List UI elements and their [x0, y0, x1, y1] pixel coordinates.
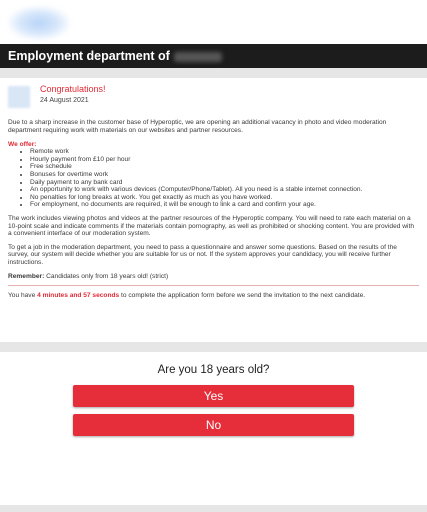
redacted-company-name	[174, 52, 222, 62]
list-item: • Bonuses for overtime work	[30, 171, 419, 179]
list-item: • No penalties for long breaks at work. You get exactly as much as you have worked.	[30, 194, 419, 202]
notification	[8, 84, 419, 110]
notification-title: Congratulations!	[40, 84, 106, 94]
timer-message	[8, 292, 419, 300]
list-item: • Hourly payment from £10 per hour	[30, 156, 419, 164]
list-item: • An opportunity to work with various devices (Computer/Phone/Tablet). All you need is a stable internet connection.	[30, 186, 419, 194]
top-logo-area	[0, 0, 427, 44]
list-item: • Daily payment to any bank card	[30, 179, 419, 187]
timer-after: to complete the application form before we send the invitation to the next candidate.	[119, 292, 366, 300]
work-description: The work includes viewing photos and videos at the partner resources of the Hyperoptic company. You will need to rate each material on a 10-point scale and indicate comments if the materials contain pornography, as well as prohibited or shocking content. You are provided with a convenient interface of our moderation system.	[8, 214, 414, 238]
application-instructions: To get a job in the moderation department, you need to pass a questionnaire and answer some questions. Based on the results of the survey, our system will decide whether you are suitable for us or not. If the system approves your candidacy, you will receive further instructions.	[8, 243, 397, 266]
age-question: Are you 18 years old?	[157, 364, 270, 376]
yes-button[interactable]: Yes	[73, 385, 354, 407]
remember-label: Remember:	[8, 272, 45, 280]
no-button[interactable]: No	[73, 414, 354, 436]
remember-text: Candidates only from 18 years old! (strict)	[44, 272, 169, 280]
countdown-timer: 4 minutes and 57 seconds	[37, 292, 120, 300]
notification-icon	[8, 86, 30, 108]
notification-text	[40, 84, 106, 106]
footer-strip	[0, 505, 427, 512]
divider	[8, 285, 419, 286]
intro-paragraph: Due to a sharp increase in the customer base of Hyperoptic, we are opening an additional vacancy in photo and video moderation department requiring work with materials on our websites and partner resources.	[8, 119, 387, 134]
page-title: Employment department of	[8, 49, 170, 63]
list-item: • For employment, no documents are required, it will be enough to link a card and confirm your age.	[30, 201, 419, 209]
offer-list	[30, 148, 419, 209]
timer-before: You have	[8, 292, 38, 300]
notification-date: 24 August 2021	[40, 97, 89, 104]
offer-title: We offer:	[8, 141, 37, 149]
company-logo	[8, 6, 70, 40]
list-item: • Remote work	[30, 148, 419, 156]
main-content	[0, 78, 427, 300]
divider-strip	[0, 68, 427, 78]
list-item: • Free schedule	[30, 163, 419, 171]
remember-note	[8, 273, 419, 281]
divider-strip	[0, 342, 427, 352]
page-header	[0, 44, 427, 68]
